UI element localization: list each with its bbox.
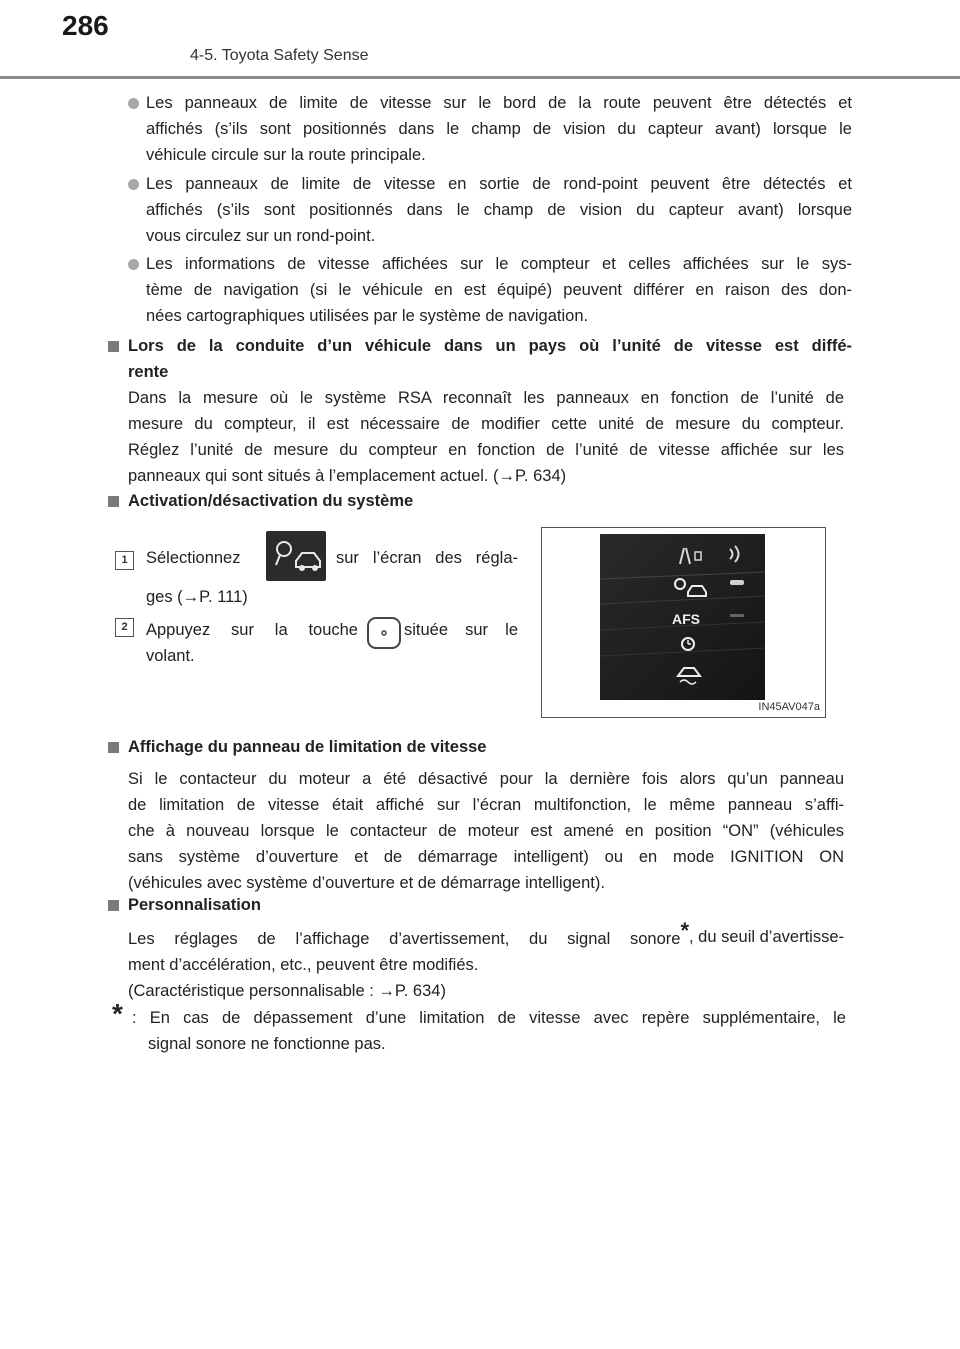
custom-body bbox=[128, 918, 844, 1004]
step-2-text-b: située sur le bbox=[404, 621, 518, 639]
display-heading: Affichage du panneau de limitation de vitesse bbox=[128, 738, 487, 756]
section-title: 4-5. Toyota Safety Sense bbox=[190, 47, 369, 64]
steering-button-icon bbox=[367, 617, 401, 649]
text-line: (véhicules avec système d’ouverture et de démarrage intelligent). bbox=[128, 874, 605, 892]
speed-sign-setting-icon bbox=[266, 531, 326, 581]
bullet-item bbox=[146, 171, 852, 249]
bullet-dot bbox=[128, 98, 139, 109]
unit-body bbox=[128, 385, 844, 489]
bullet-dot bbox=[128, 259, 139, 270]
image-code: IN45AV047a bbox=[758, 701, 820, 713]
header-rule bbox=[0, 76, 960, 79]
activation-heading: Activation/désactivation du système bbox=[128, 492, 414, 510]
text-line: panneaux qui sont situés à l’emplacement actuel. (→P. 634) bbox=[128, 467, 567, 485]
text-line: mesure du compteur, il est nécessaire de modifier cette unité de mesure du compteur. bbox=[128, 415, 844, 433]
unit-heading bbox=[128, 333, 852, 385]
section-marker bbox=[108, 496, 119, 507]
text-line: de limitation de vitesse était affiché sur l’écran multifonction, le même panneau s’affi- bbox=[128, 796, 844, 814]
footnote-body bbox=[132, 1005, 846, 1057]
step-1-text-b: sur l’écran des régla- bbox=[336, 549, 518, 567]
text-segment: Les réglages de l’affichage d’avertissement, du signal sonore bbox=[128, 930, 681, 948]
step-2-text-a: Appuyez sur la touche bbox=[146, 621, 358, 639]
text-line: Dans la mesure où le système RSA reconnaît les panneaux en fonction de l’unité de bbox=[128, 389, 844, 407]
text-line: nées cartographiques utilisées par le système de navigation. bbox=[146, 307, 589, 325]
afs-label: AFS bbox=[672, 611, 700, 627]
text-line: Réglez l’unité de mesure du compteur en fonction de l’unité de vitesse affichée sur les bbox=[128, 441, 844, 459]
text-line: : En cas de dépassement d’une limitation de vitesse avec repère supplémentaire, le bbox=[132, 1009, 846, 1027]
bullet-item bbox=[146, 90, 852, 168]
page-number: 286 bbox=[62, 10, 109, 41]
footnote-marker: * bbox=[112, 998, 123, 1029]
bullet-dot bbox=[128, 179, 139, 190]
footnote-star: * bbox=[680, 918, 689, 943]
step-1-number: 1 bbox=[115, 551, 134, 570]
text-line bbox=[128, 918, 844, 952]
heading-line: rente bbox=[128, 363, 169, 381]
text-line: Les panneaux de limite de vitesse sur le bord de la route peuvent être détectés et bbox=[146, 94, 852, 112]
section-marker bbox=[108, 742, 119, 753]
text-line: (Caractéristique personnalisable : →P. 634) bbox=[128, 982, 446, 1000]
bullet-item bbox=[146, 251, 852, 329]
display-body bbox=[128, 766, 844, 896]
text-line: Si le contacteur du moteur a été désactivé pour la dernière fois alors qu’un panneau bbox=[128, 770, 844, 788]
text-segment: , du seuil d’avertisse- bbox=[689, 928, 844, 946]
text-line: che à nouveau lorsque le contacteur de moteur est amené en position “ON” (véhicules bbox=[128, 822, 844, 840]
step-1-text-c: ges (→P. 111) bbox=[146, 588, 248, 606]
text-line: vous circulez sur un rond-point. bbox=[146, 227, 376, 245]
text-line: affichés (s’ils sont positionnés dans le champ de vision du capteur avant) lorsque bbox=[146, 201, 852, 219]
switch-panel-photo bbox=[600, 534, 765, 700]
text-line: affichés (s’ils sont positionnés dans le champ de vision du capteur avant) lorsque le bbox=[146, 120, 852, 138]
heading-line: Lors de la conduite d’un véhicule dans un pays où l’unité de vitesse est diffé- bbox=[128, 337, 852, 355]
step-2-text-c: volant. bbox=[146, 647, 195, 665]
step-1-text-a: Sélectionnez bbox=[146, 549, 241, 567]
text-line: tème de navigation (si le véhicule en est équipé) peuvent différer en raison des don- bbox=[146, 281, 852, 299]
illustration-frame bbox=[541, 527, 826, 718]
custom-heading: Personnalisation bbox=[128, 896, 261, 914]
text-line: ment d’accélération, etc., peuvent être modifiés. bbox=[128, 956, 479, 974]
page-header bbox=[0, 0, 960, 80]
text-line: véhicule circule sur la route principale. bbox=[146, 146, 426, 164]
text-line: Les panneaux de limite de vitesse en sortie de rond-point peuvent être détectés et bbox=[146, 175, 852, 193]
text-line: signal sonore ne fonctionne pas. bbox=[148, 1035, 386, 1053]
section-marker bbox=[108, 341, 119, 352]
section-marker bbox=[108, 900, 119, 911]
text-line: sans système d’ouverture et de démarrage intelligent) ou en mode IGNITION ON bbox=[128, 848, 844, 866]
text-line: Les informations de vitesse affichées sur le compteur et celles affichées sur le sys- bbox=[146, 255, 852, 273]
step-2-number: 2 bbox=[115, 618, 134, 637]
